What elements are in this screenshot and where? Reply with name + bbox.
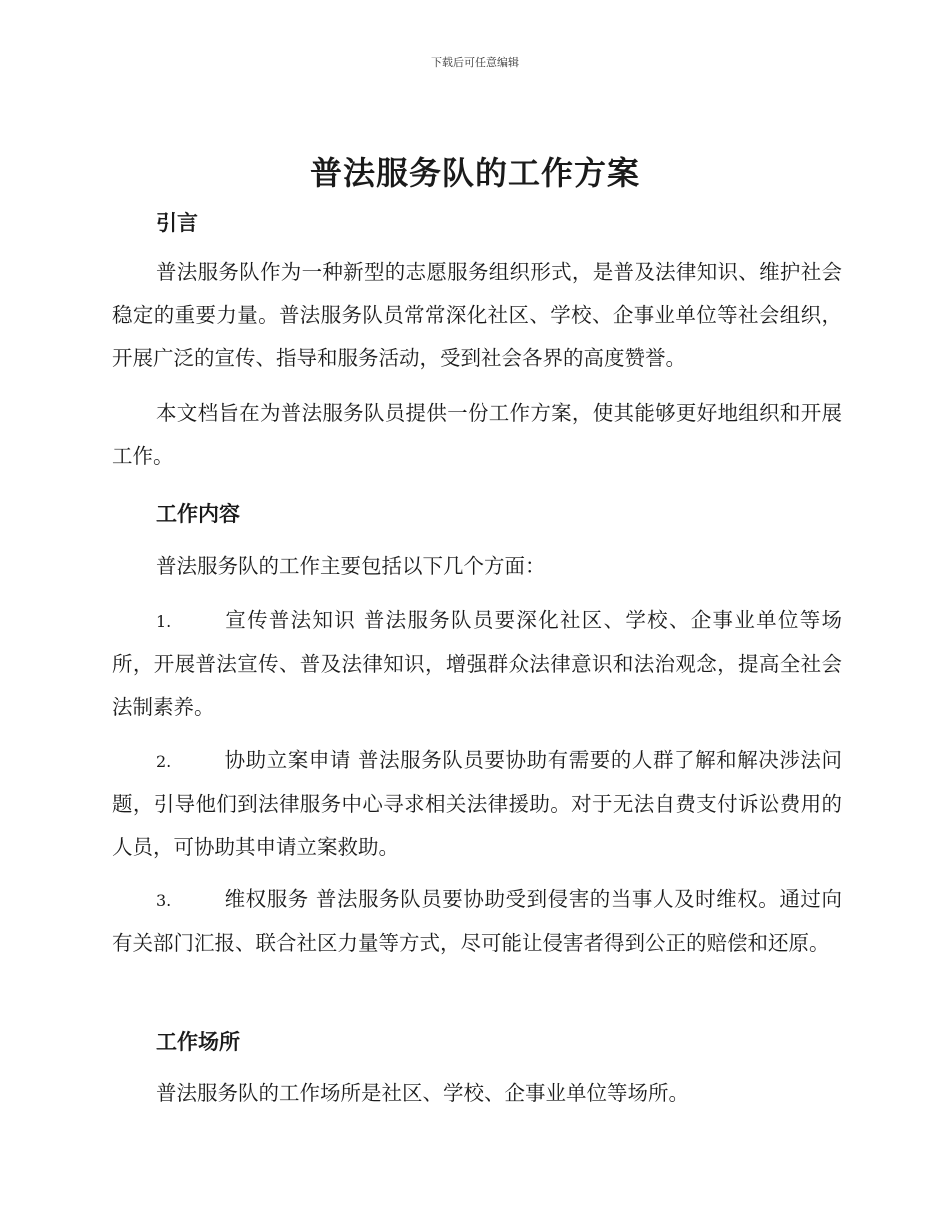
intro-paragraph-2: 本文档旨在为普法服务队员提供一份工作方案，使其能够更好地组织和开展工作。: [112, 401, 842, 468]
workplace-paragraph: 普法服务队的工作场所是社区、学校、企事业单位等场所。: [156, 1081, 689, 1105]
list-item-text: 维权服务 普法服务队员要协助受到侵害的当事人及时维权。通过向有关部门汇报、联合社区力量等方式，尽可能让侵害者得到公正的赔偿和还原。: [112, 887, 842, 955]
list-item-2: [112, 739, 842, 869]
section-heading-intro: 引言: [156, 211, 198, 235]
page-header-note: 下载后可任意编辑: [431, 56, 519, 69]
list-item-number: 3.: [156, 891, 172, 910]
list-item-text: 协助立案申请 普法服务队员要协助有需要的人群了解和解决涉法问题，引导他们到法律服务中心寻求相关法律援助。对于无法自费支付诉讼费用的人员，可协助其申请立案救助。: [112, 748, 842, 859]
list-item-text: 宣传普法知识 普法服务队员要深化社区、学校、企事业单位等场所，开展普法宣传、普及法律知识，增强群众法律意识和法治观念，提高全社会法制素养。: [112, 608, 842, 719]
intro-paragraph-1: 普法服务队作为一种新型的志愿服务组织形式，是普及法律知识、维护社会稳定的重要力量。普法服务队员常常深化社区、学校、企事业单位等社会组织，开展广泛的宣传、指导和服务活动，受到社会各界的高度赞誉。: [112, 260, 842, 370]
list-item-number: 2.: [156, 752, 172, 771]
list-item-3: [112, 878, 842, 965]
section-heading-workplace: 工作场所: [156, 1030, 240, 1054]
section-heading-work-content: 工作内容: [156, 502, 240, 526]
list-item-number: 1.: [156, 612, 172, 631]
work-content-intro: 普法服务队的工作主要包括以下几个方面：: [156, 554, 546, 578]
document-title: 普法服务队的工作方案: [309, 154, 640, 192]
list-item-1: [112, 599, 842, 729]
